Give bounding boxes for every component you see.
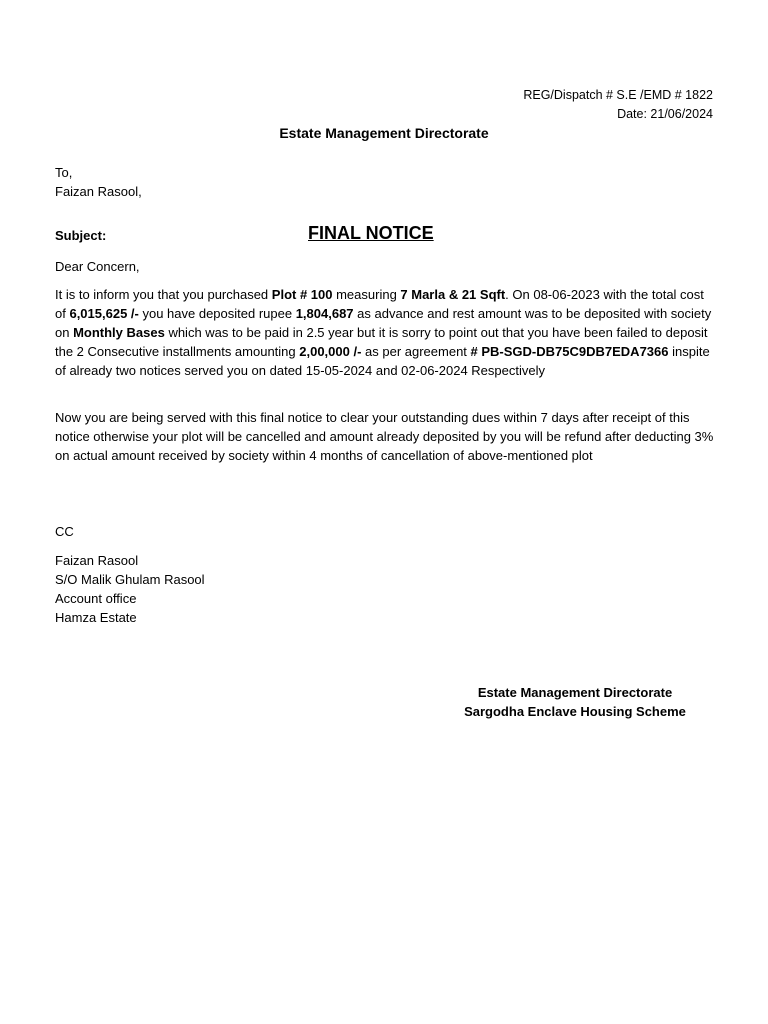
deposit-amount: 1,804,687 bbox=[295, 306, 354, 321]
agreement-number: # PB-SGD-DB75C9DB7EDA7366 bbox=[470, 344, 669, 359]
recipient-name: Faizan Rasool, bbox=[55, 184, 142, 199]
notice-paragraph-1: It is to inform you that you purchased Plot # 100 measuring 7 Marla & 21 Sqft. On 08-06-2023 with the total cost of 6,015,625 /- you have deposited rupee 1,804,687 as advance and rest amount was to be deposited with society on Monthly Bases which was to be paid in 2.5 year but it is sorry to point out that you have been failed to deposit the 2 Consecutive installments amounting 2,00,000 /- as per agreement # PB-SGD-DB75C9DB7EDA7366 inspite of already two notices served you on dated 15-05-2024 and 02-06-2024 Respectively bbox=[55, 287, 712, 378]
cc-item: S/O Malik Ghulam Rasool bbox=[55, 572, 205, 587]
installment-amount: 2,00,000 /- bbox=[299, 344, 362, 359]
dispatch-reference: REG/Dispatch # S.E /EMD # 1822 bbox=[523, 88, 713, 102]
salutation: Dear Concern, bbox=[55, 259, 140, 274]
notice-paragraph-2: Now you are being served with this final notice to clear your outstanding dues within 7 days after receipt of this notice otherwise your plot will be cancelled and amount already deposited by you will be refund after deducting 3% on actual amount received by society within 4 months of cancellation of above-mentioned plot bbox=[55, 410, 714, 463]
plot-number: Plot # 100 bbox=[271, 287, 333, 302]
total-cost: 6,015,625 /- bbox=[69, 306, 139, 321]
recipient-block bbox=[55, 163, 142, 201]
cc-list bbox=[55, 551, 205, 627]
cc-item: Faizan Rasool bbox=[55, 553, 139, 568]
letterhead-title: Estate Management Directorate bbox=[279, 125, 489, 141]
plot-size: 7 Marla & 21 Sqft bbox=[400, 287, 506, 302]
notice-date: Date: 21/06/2024 bbox=[617, 107, 713, 121]
subject-label: Subject: bbox=[55, 228, 107, 243]
notice-title: FINAL NOTICE bbox=[308, 223, 434, 243]
cc-item: Account office bbox=[55, 591, 137, 606]
to-label: To, bbox=[55, 165, 73, 180]
cc-label: CC bbox=[55, 524, 74, 539]
signature-directorate: Estate Management Directorate bbox=[477, 685, 673, 700]
payment-basis: Monthly Bases bbox=[73, 325, 165, 340]
signature-scheme: Sargodha Enclave Housing Scheme bbox=[464, 704, 686, 719]
cc-item: Hamza Estate bbox=[55, 610, 137, 625]
